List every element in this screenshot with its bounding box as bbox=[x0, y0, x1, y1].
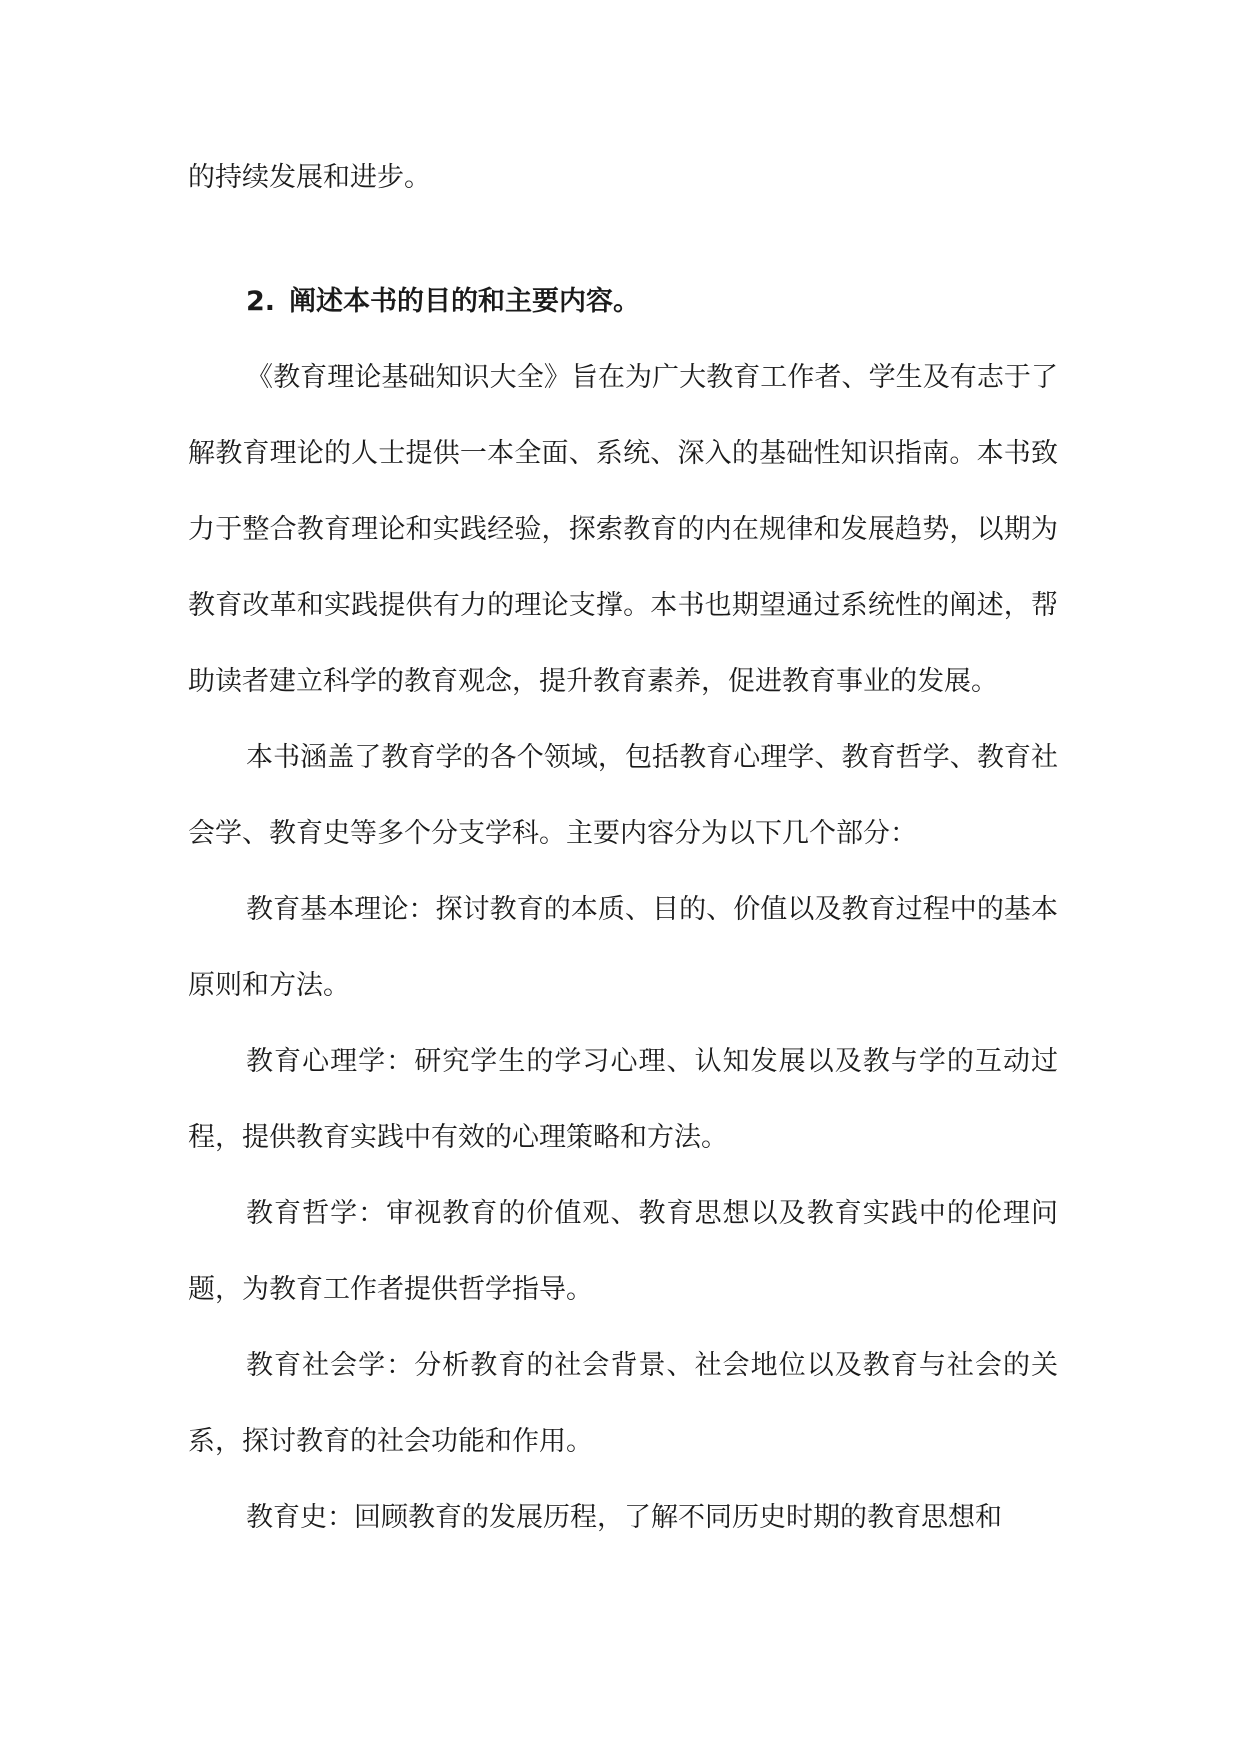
paragraph-educational-psychology: 教育心理学：研究学生的学习心理、认知发展以及教与学的互动过程，提供教育实践中有效的心理策略和方法。 bbox=[188, 1046, 1058, 1153]
paragraph-education-history: 教育史：回顾教育的发展历程，了解不同历史时期的教育思想和 bbox=[246, 1502, 1002, 1533]
section-title: 阐述本书的目的和主要内容。 bbox=[289, 286, 641, 317]
document-page bbox=[188, 140, 1058, 1556]
paragraph-purpose: 《教育理论基础知识大全》旨在为广大教育工作者、学生及有志于了解教育理论的人士提供一本全面、系统、深入的基础性知识指南。本书致力于整合教育理论和实践经验，探索教育的内在规律和发展趋势，以期为教育改革和实践提供有力的理论支撑。本书也期望通过系统性的阐述，帮助读者建立科学的教育观念，提升教育素养，促进教育事业的发展。 bbox=[188, 362, 1058, 697]
paragraph-scope: 本书涵盖了教育学的各个领域，包括教育心理学、教育哲学、教育社会学、教育史等多个分支学科。主要内容分为以下几个部分： bbox=[188, 742, 1058, 849]
paragraph-basic-theory: 教育基本理论：探讨教育的本质、目的、价值以及教育过程中的基本原则和方法。 bbox=[188, 894, 1058, 1001]
section-heading bbox=[188, 264, 1058, 340]
intro-fragment: 的持续发展和进步。 bbox=[188, 162, 431, 193]
paragraph-educational-sociology: 教育社会学：分析教育的社会背景、社会地位以及教育与社会的关系，探讨教育的社会功能和作用。 bbox=[188, 1350, 1058, 1457]
section-number: 2. bbox=[246, 286, 276, 317]
paragraph-educational-philosophy: 教育哲学：审视教育的价值观、教育思想以及教育实践中的伦理问题，为教育工作者提供哲学指导。 bbox=[188, 1198, 1058, 1305]
